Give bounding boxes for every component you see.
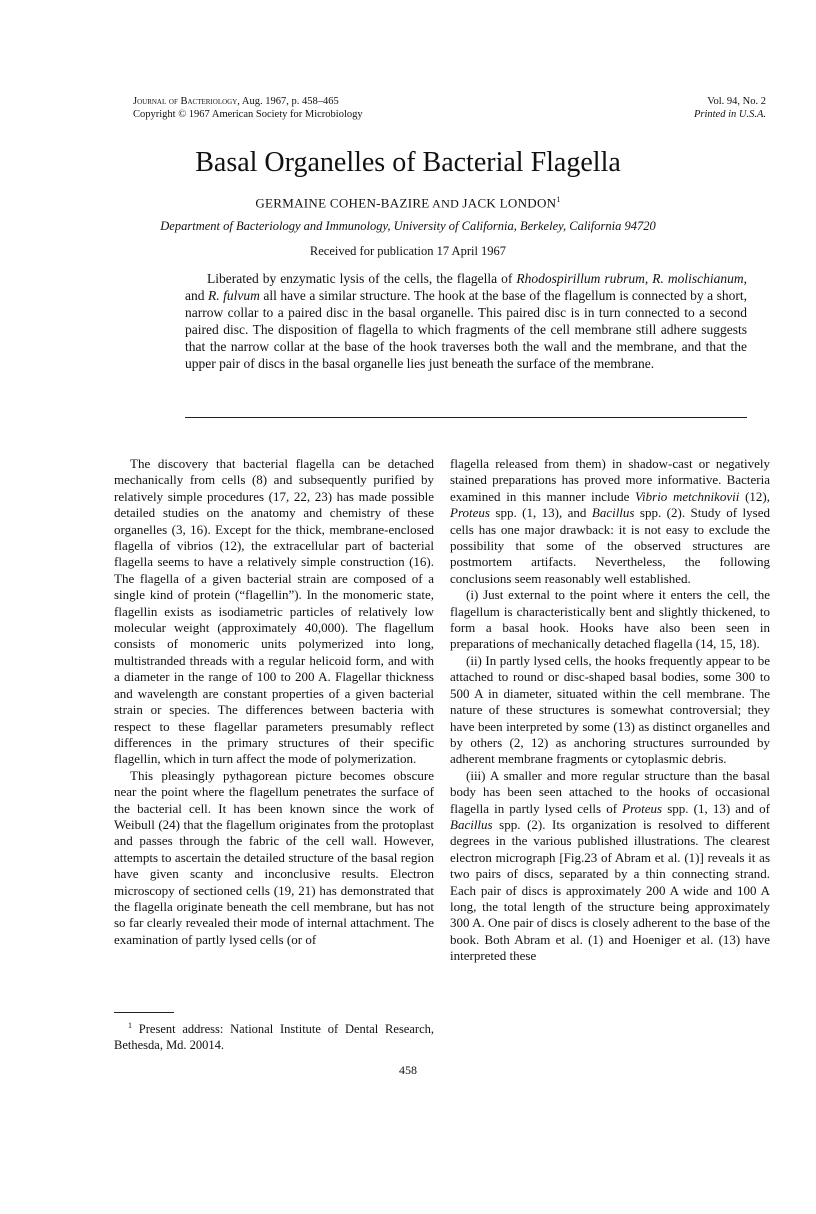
paragraph: The discovery that bacterial flagella can be detached mechanically from cells (8) and subsequently purified by relatively simple procedures (17, 22, 23) has made possible detailed studies on the anatomy and chemistry of these organelles (3, 16). Except for the thick, membrane-enclosed flagella of vibrios (12), the extracellular part of bacterial flagella seems to have a relatively simple construction (16). The flagella of a given bacterial strain are composed of a single kind of protein (“flagellin”). In the monomeric state, flagellin exists as isodiametric particles of relatively low molecular weight (approximately 40,000). The flagellum consists of monomeric units polymerized into long, multistranded threads with a regular helicoid form, and with a diameter in the range of 100 to 200 A. Flagellar thickness and wavelength are constant properties of a given bacterial strain or species. The differences between bacteria with respect to these flagellar parameters presumably reflect differences in the primary structures of their specific flagellin, which in turn affect the mode of polymerization. — [114, 456, 434, 767]
paragraph: (iii) A smaller and more regular structure than the basal body has been seen attached to the hooks of occasional flagella in partly lysed cells of Proteus spp. (1, 13) and of Bacillus spp. (2). Its organization is resolved to different degrees in the various published illustrations. The clearest electron micrograph [Fig.23 of Abram et al. (1)] reveals it as two pairs of discs, separated by a thin connecting strand. Each pair of discs is approximately 200 A wide and 100 A long, the total length of the structure being approximately 300 A. One pair of discs is closely adherent to the base of the book. Both Abram et al. (1) and Hoeniger et al. (13) have interpreted these — [450, 767, 770, 964]
volume-line: Vol. 94, No. 2 — [707, 96, 766, 107]
copyright-line: Copyright © 1967 American Society for Microbiology — [133, 109, 363, 120]
paragraph: This pleasingly pythagorean picture becomes obscure near the point where the flagellum penetrates the surface of the bacterial cell. It has been known since the work of Weibull (24) that the flagellum originates from the protoplast and passes through the fabric of the cell wall. However, attempts to ascertain the detailed structure of the basal region have given scanty and inconclusive results. Electron microscopy of sectioned cells (19, 21) has demonstrated that the flagella originate beneath the cell membrane, but has not so far clearly revealed their mode of internal attachment. The examination of partly lysed cells (or of — [114, 767, 434, 947]
author-1: GERMAINE COHEN-BAZIRE — [255, 195, 430, 211]
footnote: $^1$ Present address: National Institute of Dental Research, Bethesda, Md. 20014. — [114, 1021, 434, 1052]
received-date: Received for publication 17 April 1967 — [309, 244, 507, 258]
affiliation: Department of Bacteriology and Immunology, University of California, Berkeley, California 94720 — [160, 219, 656, 233]
paragraph: (i) Just external to the point where it enters the cell, the flagellum is characteristically bent and slightly thickened, to form a basal hook. Hooks have also been seen in preparations of mechanically detached flagella (14, 15, 18). — [450, 587, 770, 652]
left-column — [114, 456, 434, 948]
paragraph: flagella released from them) in shadow-cast or negatively stained preparations has proved more informative. Bacteria examined in this manner include Vibrio metchnikovii (12), Proteus spp. (1, 13), and Bacillus spp. (2). Study of lysed cells has one major drawback: it is not easy to exclude the possibility that some of the observed structures are postmortem artifacts. Nevertheless, the following conclusions seem reasonably well established. — [450, 456, 770, 586]
running-header-right — [694, 95, 766, 121]
page-number: 458 — [399, 1063, 417, 1077]
right-column — [450, 456, 770, 965]
running-header-left — [133, 95, 363, 121]
author-2: JACK LONDON — [462, 195, 557, 211]
paragraph: (ii) In partly lysed cells, the hooks frequently appear to be attached to round or disc-shaped basal bodies, some 300 to 500 A in diameter, situated within the cell membrane. The nature of these structures is somewhat controversial; they have been interpreted by some (13) as distinct organelles and by others (2, 12) as anchoring structures surrounded by adherent membrane fragments or cytoplasmic debris. — [450, 652, 770, 767]
footnote-divider — [114, 1012, 174, 1013]
article-title: Basal Organelles of Bacterial Flagella — [195, 147, 621, 178]
abstract: Liberated by enzymatic lysis of the cells, the flagella of Rhodospirillum rubrum, R. molischianum, and R. fulvum all have a similar structure. The hook at the base of the flagellum is connected by a short, narrow collar to a paired disc in the basal organelle. This paired disc is in turn connected to a second paired disc. The disposition of flagella to which fragments of the cell membrane still adhere suggests that the narrow collar at the base of the hook traverses both the wall and the membrane, and that the upper pair of discs in the basal organelle lies just beneath the surface of the membrane. — [185, 271, 748, 371]
printed-line: Printed in U.S.A. — [693, 109, 766, 120]
author-line: GERMAINE COHEN-BAZIRE AND JACK LONDON$^1$ — [255, 195, 561, 211]
abstract-divider — [185, 417, 747, 418]
journal-citation: Journal of Bacteriology, Aug. 1967, p. 458–465 — [133, 96, 339, 107]
footnote-mark: 1 — [556, 195, 561, 204]
